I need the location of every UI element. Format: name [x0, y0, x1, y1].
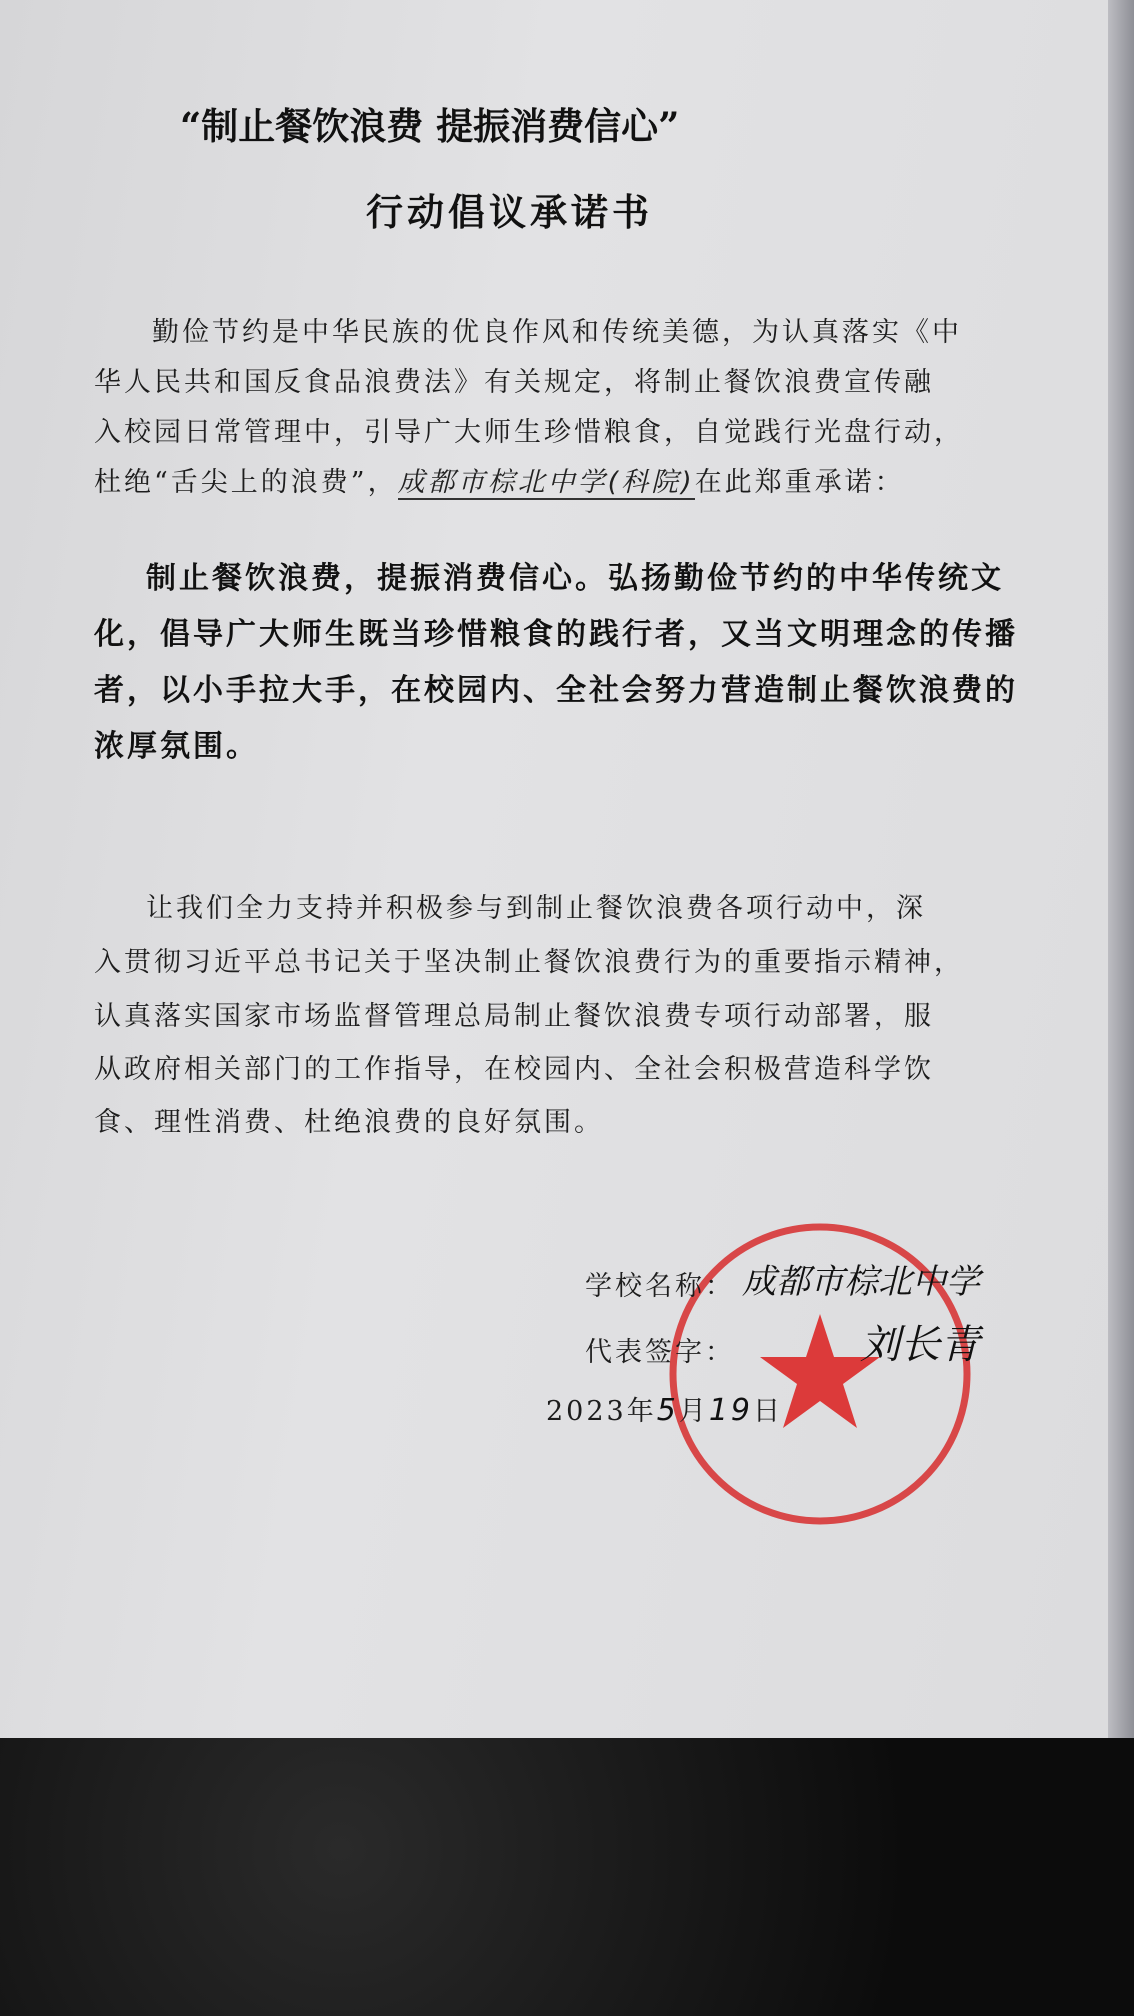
handwritten-school-name: 成都市棕北中学(科院) — [397, 467, 695, 498]
representative-signature: 刘长青 — [860, 1322, 980, 1368]
title-line-2: 行动倡议承诺书 — [366, 190, 653, 234]
date-year-suffix: 年 — [626, 1396, 657, 1427]
p2-line-3: 者，以小手拉大手，在校园内、全社会努力营造制止餐饮浪费的 — [94, 673, 1018, 708]
p1-line-4-text: 杜绝“舌尖上的浪费”， — [94, 467, 398, 498]
date-year: 2023 — [546, 1396, 627, 1427]
leather-background — [0, 1738, 1134, 2016]
p3-line-3: 认真落实国家市场监督管理总局制止餐饮浪费专项行动部署，服 — [94, 1001, 934, 1032]
signing-date — [546, 1394, 783, 1429]
date-month-suffix: 月 — [678, 1396, 709, 1427]
p1-line-2: 华人民共和国反食品浪费法》有关规定，将制止餐饮浪费宣传融 — [94, 367, 934, 398]
school-name-label: 学校名称： — [585, 1271, 735, 1302]
p3-line-5: 食、理性消费、杜绝浪费的良好氛围。 — [94, 1107, 604, 1138]
title-line-1: “制止餐饮浪费 提振消费信心” — [180, 104, 680, 148]
p2-line-2: 化，倡导广大师生既当珍惜粮食的践行者，又当文明理念的传播 — [94, 617, 1018, 652]
p3-line-1: 让我们全力支持并积极参与到制止餐饮浪费各项行动中，深 — [146, 893, 926, 924]
p1-line-3: 入校园日常管理中，引导广大师生珍惜粮食，自觉践行光盘行动， — [94, 417, 964, 448]
date-day: 19 — [708, 1393, 753, 1428]
p3-line-2: 入贯彻习近平总书记关于坚决制止餐饮浪费行为的重要指示精神， — [94, 947, 964, 978]
representative-label: 代表签字： — [585, 1337, 735, 1368]
p1-line-1: 勤俭节约是中华民族的优良作风和传统美德，为认真落实《中 — [152, 317, 962, 348]
p1-tail: 在此郑重承诺： — [694, 467, 905, 498]
date-month: 5 — [656, 1393, 679, 1428]
school-name-handwritten: 成都市棕北中学 — [742, 1262, 980, 1302]
p3-line-4: 从政府相关部门的工作指导，在校园内、全社会积极营造科学饮 — [94, 1054, 934, 1085]
date-day-suffix: 日 — [753, 1396, 783, 1427]
p2-line-4: 浓厚氛围。 — [94, 729, 259, 764]
p2-line-1: 制止餐饮浪费，提振消费信心。弘扬勤俭节约的中华传统文 — [146, 561, 1004, 596]
paper-edge-shadow — [1108, 0, 1134, 1738]
p1-line-4 — [94, 466, 905, 500]
